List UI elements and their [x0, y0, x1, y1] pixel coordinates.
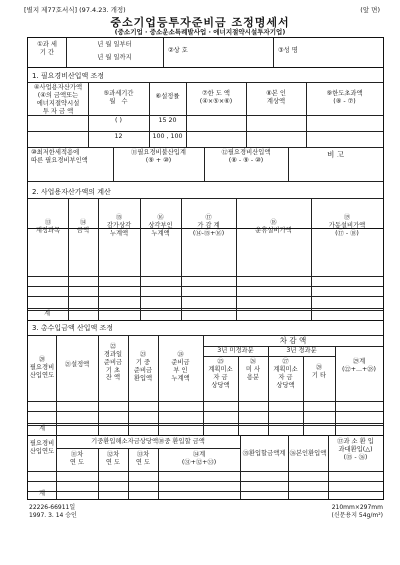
three-year-unelapsed: 3년 미경과분 — [217, 347, 254, 354]
divider — [28, 411, 383, 412]
divider — [28, 147, 383, 148]
h14-amount: ⑭ 금액 — [76, 219, 90, 234]
col22-opening-balance: ㉒ 경과일 준비금 기 초 잔 액 — [103, 343, 123, 382]
divider — [28, 310, 383, 311]
h18-idle: ⑱ 운휴설비가액 — [255, 219, 292, 234]
form-title: 중소기업등투자준비금 조정명세서 — [110, 16, 290, 29]
v6-top: 15 20 — [158, 117, 177, 124]
col26: ㉖ 미 사 용분 — [245, 358, 261, 381]
h5-months: ⑤과세기간 월 수 — [103, 90, 134, 105]
v5-bottom: 12 — [114, 133, 123, 140]
col25: ㉕ 계획미소 자 금 상당액 — [208, 358, 233, 389]
divider — [56, 448, 240, 449]
col35: ㉟환입할금액계 — [242, 450, 286, 457]
divider — [163, 38, 164, 67]
col37: ㊲과 소 환 입 과대환입(△) (㉟ - ㊱) — [337, 438, 374, 461]
h11-nondeductible: ⑪필요경비불산입계 (⑨ + ⑩) — [131, 149, 186, 164]
col21-set-amount: ㉑설정액 — [64, 361, 90, 368]
section2-title: 2. 사업용자산가액의 계산 — [32, 188, 111, 196]
remark-label: 비 고 — [327, 150, 344, 159]
section3-title: 3. 총수입금액 산입액 조정 — [32, 324, 113, 332]
col34: ㉞계 (㉛+㉜+㉝) — [181, 451, 217, 466]
corp-name-label: ②상 호 — [168, 47, 188, 54]
period-from: 년 월 일부터 — [97, 41, 132, 48]
divider — [28, 198, 383, 199]
col36: ㊱본인환입액 — [289, 450, 327, 457]
divider — [28, 286, 383, 287]
h6-rate: ⑥설정률 — [155, 93, 180, 100]
h7-limit: ⑦한 도 액 (④×⑤×⑥) — [199, 90, 233, 105]
divider — [128, 335, 129, 435]
divider — [28, 423, 383, 424]
col28-other: ㉘ 기 타 — [311, 364, 327, 379]
page-side: (앞 면) — [360, 6, 380, 14]
h16-denied: ⑯ 상각부인 누계액 — [148, 214, 173, 237]
form-table — [27, 37, 384, 500]
divider — [28, 435, 383, 436]
divider — [158, 335, 159, 435]
divider — [288, 435, 289, 499]
divider — [28, 425, 383, 426]
divider — [236, 198, 237, 320]
divider — [28, 67, 383, 68]
col33: ㉝차 연 도 — [135, 451, 151, 466]
h13-account: ⑬ 계정과목 — [35, 219, 61, 234]
deduct-header: 차 감 액 — [279, 336, 307, 345]
h17-net: ⑰ 가 감 계 (⑭-⑮+⑯) — [192, 214, 225, 237]
footer-paper-size: 210mm×297mm (신문용지 54g/m²) — [331, 504, 383, 520]
section2-total: 계 — [44, 310, 51, 317]
divider — [273, 38, 274, 67]
divider — [28, 82, 383, 83]
divider — [28, 181, 383, 182]
h9-excess: ⑨한도초과액 (⑧ - ⑦) — [326, 90, 363, 105]
lower-total: 계 — [39, 490, 46, 497]
divider — [28, 481, 383, 482]
col23-reversal: ㉓ 기 중 준비금 환입액 — [133, 351, 153, 382]
divider — [28, 308, 383, 309]
period-to: 년 월 일까지 — [97, 54, 132, 61]
period-label: ①과 세 기 간 — [37, 41, 57, 56]
divider — [28, 296, 383, 297]
h10-min-tax: ⑩최저한세적용에 따른 필요경비부인액 — [31, 149, 88, 164]
col24-denied: ㉔ 준비금 부 인 누계액 — [171, 351, 190, 382]
divider — [28, 491, 383, 492]
h12-deductible: ⑫필요경비산입액 (⑧ - ⑨ - ⑩) — [221, 149, 271, 164]
col29-total: ㉙계 (㉒+...+㉘) — [341, 358, 377, 373]
v6-bottom: 100 , 100 — [152, 133, 183, 140]
divider — [28, 276, 383, 277]
h8-booked: ⑧본 인 계상액 — [266, 90, 286, 105]
section1-title: 1. 필요경비산입액 조정 — [32, 72, 104, 80]
col32: ㉜차 연 도 — [105, 451, 121, 466]
divider — [28, 320, 383, 321]
h19-operating: ⑲ 가동설비가액 (⑰ - ⑱) — [328, 214, 366, 237]
divider — [56, 335, 57, 435]
footer-approval: 22226-66911일 1997. 3. 14 승인 — [29, 504, 77, 520]
name-label: ③성 명 — [278, 47, 298, 54]
form-header — [24, 5, 380, 14]
col20-year: ⑳ 필요경비 산입연도 — [29, 356, 55, 379]
reversal-group-header: 기중환입해소자금상당액㉚중 환입할 금액 — [91, 438, 205, 445]
col31: ㉛차 연 도 — [69, 451, 85, 466]
v5-top: ( ) — [115, 117, 122, 124]
section3-total: 계 — [39, 425, 46, 432]
h4-business-asset: ④사업용자산가액 (④의 금액또는 에너지절약시설 투 자 금 액 — [33, 84, 83, 115]
divider — [68, 198, 69, 320]
divider — [203, 356, 335, 357]
col30-year: 필요경비 산입연도 — [29, 440, 55, 455]
three-year-elapsed: 3년 경과분 — [286, 347, 317, 354]
divider — [28, 471, 383, 472]
col27: ㉗ 계획미소 자 금 상당액 — [273, 358, 298, 389]
h15-depreciation: ⑮ 감가상각 누계액 — [106, 214, 132, 237]
divider — [240, 435, 241, 499]
form-number: [별지 제77호서식] (97.4.23. 개정) — [24, 6, 126, 14]
divider — [28, 131, 383, 132]
divider — [28, 401, 383, 402]
form-subtitle: (중소기업 · 중소운소특례발사업 · 에너지절약시설투자기업) — [114, 28, 286, 36]
